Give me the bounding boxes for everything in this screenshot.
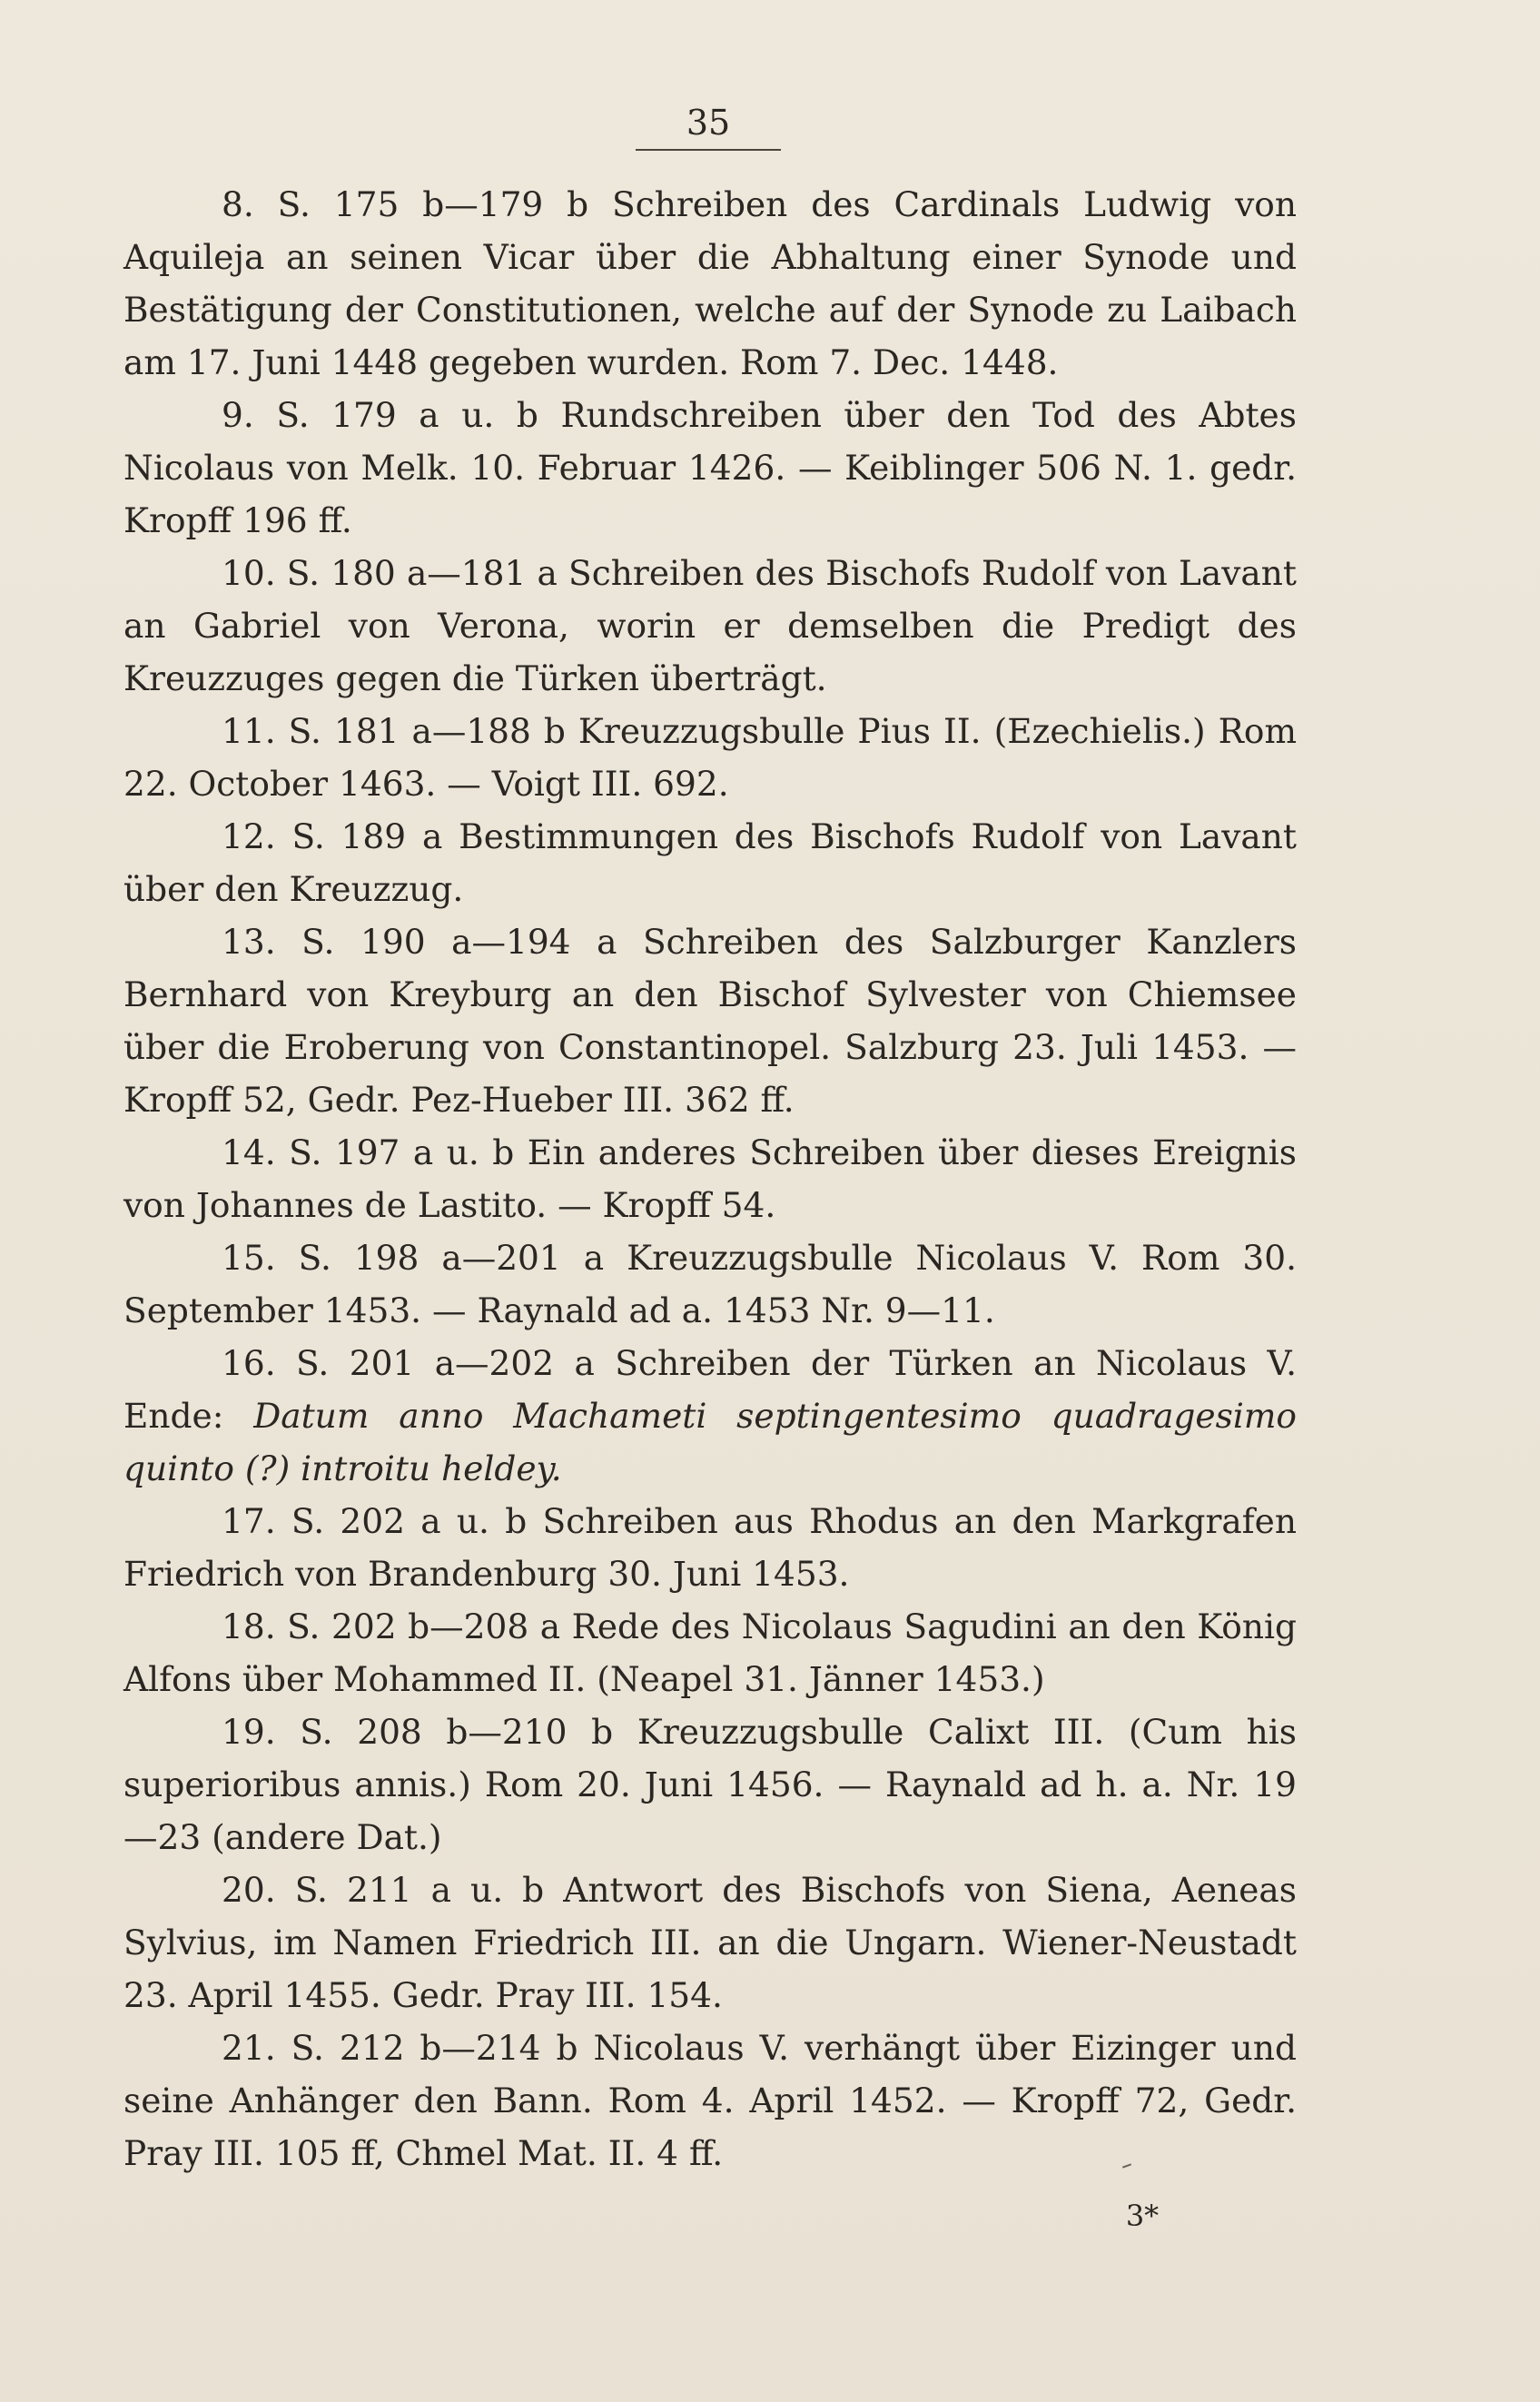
entry-lead: 14. S. 197 a u. b [222, 1132, 515, 1172]
signature-mark: 3* [1125, 2199, 1160, 2233]
entry-quote: Datum anno Machameti septingentesimo quadragesimo quinto (?) introitu heldey. [123, 1396, 1298, 1488]
entry-lead: 15. S. 198 a—201 a [222, 1238, 605, 1278]
entry-12 [123, 810, 1297, 915]
entry-17 [123, 1495, 1297, 1600]
entry-text: Schreiben aus Rhodus an den Markgrafen Friedrich von Brandenburg 30. Juni 1453. [123, 1501, 1298, 1594]
entry-lead: 12. S. 189 a [222, 816, 443, 856]
entry-lead: 19. S. 208 b—210 b [222, 1712, 614, 1752]
entry-lead: 9. S. 179 a u. b [222, 395, 538, 435]
entry-8 [123, 178, 1297, 389]
entry-text: Bestimmungen des Bischofs Rudolf von Lavant über den Kreuzzug. [123, 816, 1297, 909]
entry-13 [123, 915, 1297, 1126]
entry-text: Kreuzzugsbulle Pius II. (Ezechielis.) Rom 22. October 1463. — Voigt III. 692. [123, 711, 1297, 804]
entry-10 [123, 547, 1297, 705]
entry-text: Kreuzzugsbulle Nicolaus V. Rom 30. September 1453. — Raynald ad a. 1453 Nr. 9—11. [123, 1238, 1297, 1330]
entry-text: Schreiben des Bischofs Rudolf von Lavant an Gabriel von Verona, worin er demselben die Predigt des Kreuzzuges gegen die Türken überträgt. [123, 553, 1297, 698]
entry-text: Antwort des Bischofs von Siena, Aeneas Sylvius, im Namen Friedrich III. an die Ungarn. Wiener-Neustadt 23. April 1455. Gedr. Pray III. 154. [123, 1870, 1298, 2015]
entry-text: Ein anderes Schreiben über dieses Ereignis von Johannes de Lastito. — Kropff 54. [123, 1132, 1297, 1225]
entry-text: Rundschreiben über den Tod des Abtes Nicolaus von Melk. 10. Februar 1426. — Keiblinger 506 N. 1. gedr. Kropff 196 ff. [123, 395, 1297, 540]
entry-text: Kreuzzugsbulle Calixt III. (Cum his superioribus annis.) Rom 20. Juni 1456. — Raynald ad h. a. Nr. 19—23 (andere Dat.) [123, 1712, 1297, 1857]
entry-lead: 17. S. 202 a u. b [222, 1501, 528, 1541]
entry-18 [123, 1600, 1297, 1705]
entry-lead: 13. S. 190 a—194 a [222, 922, 617, 962]
entry-text: Nicolaus V. verhängt über Eizinger und seine Anhänger den Bann. Rom 4. April 1452. — Kropff 72, Gedr. Pray III. 105 ff, Chmel Mat. II. 4 ff. [123, 2028, 1297, 2173]
entry-lead: 21. S. 212 b—214 b [222, 2028, 578, 2068]
entry-text: Schreiben des Salzburger Kanzlers Bernhard von Kreyburg an den Bischof Sylvester von Chiemsee über die Eroberung von Constantinopel. Salzburg 23. Juli 1453. — Kropff 52, Gedr. Pez-Hueber III. 362 ff. [123, 922, 1297, 1120]
entry-19 [123, 1705, 1297, 1863]
page-number: 35 [686, 103, 731, 143]
entry-21 [123, 2021, 1297, 2180]
header-rule [636, 149, 781, 151]
entry-lead: 11. S. 181 a—188 b [222, 711, 566, 751]
entry-11 [123, 705, 1297, 810]
entry-text: Rede des Nicolaus Sagudini an den König Alfons über Mohammed II. (Neapel 31. Jänner 1453.) [123, 1606, 1297, 1699]
entry-20 [123, 1863, 1297, 2021]
entry-lead: 8. S. 175 b—179 b [222, 184, 589, 224]
entry-9 [123, 389, 1297, 547]
entry-lead: 20. S. 211 a u. b [222, 1870, 545, 1910]
entry-list [123, 178, 1297, 2180]
entry-lead: 10. S. 180 a—181 a [222, 553, 558, 593]
entry-16 [123, 1337, 1297, 1495]
entry-15 [123, 1231, 1297, 1337]
entry-text: Schreiben des Cardinals Ludwig von Aquileja an seinen Vicar über die Abhaltung einer Synode und Bestätigung der Constitutionen, welche auf der Synode zu Laibach am 17. Juni 1448 gegeben wurden. Rom 7. Dec. 1448. [123, 184, 1298, 382]
entry-text: Schreiben der Türken an Nicolaus V. Ende: [123, 1343, 1297, 1436]
entry-14 [123, 1126, 1297, 1231]
entry-lead: 18. S. 202 b—208 a [222, 1606, 561, 1646]
entry-lead: 16. S. 201 a—202 a [222, 1343, 595, 1383]
